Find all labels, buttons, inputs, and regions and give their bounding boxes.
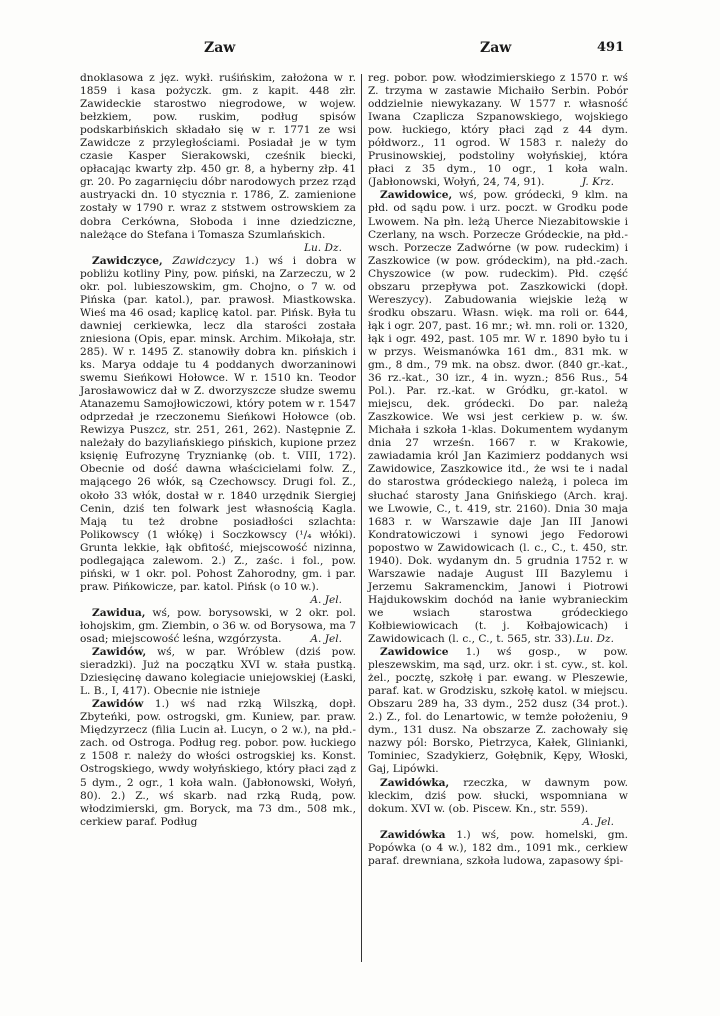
dictionary-entry <box>80 646 356 698</box>
entry-headword: Zawidowice <box>380 646 449 659</box>
author-signature: A. Jel. <box>310 633 342 646</box>
page-header <box>72 40 628 62</box>
author-signature: Lu. Dz. <box>575 633 614 646</box>
entry-headword: Zawidówka <box>380 828 446 841</box>
dictionary-entry <box>80 607 356 646</box>
left-column <box>80 72 356 829</box>
entry-variant: Zawidczycy <box>172 254 235 267</box>
entry-text: 1.) wś nad rzką Wilszką, dopł. Zbyteńki, pow. ostrogski, gm. Kuniew, par. praw. Międzyrzecz (filia Lucin ał. Lucyn, o 2 w.), na płd.-zach. od Ostroga. Podług reg. pobor. pow. łuckiego z 1508 r. należy do włości ostrogskiej ks. Konst. Ostrogskiego, wwdy wołyńskiego, który płaci ząd z 5 dym., 2 ogr., 1 koła waln. (Jabłonowski, Wołyń, 80). 2.) Z., wś skarb. nad rzką Rudą, pow. włodzimierski, gm. Boryck, ma 73 dm., 508 mk., cerkiew paraf. Podług <box>80 698 356 828</box>
entry-text: 1.) wś, pow. homelski, gm. Popówka (o 4 w.), 182 dm., 1091 mk., cerkiew paraf. drewniana, szkoła ludowa, zapasowy śpi- <box>368 828 628 867</box>
entry-text: 1.) wś i dobra w pobliżu kotliny Piny, pow. piński, na Zarzeczu, w 2 okr. pol. lubieszowskim, gm. Chojno, o 7 w. od Pińska (par. katol.), par. prawosł. Miastkowska. Wieś ma 46 osad; kaplicę katol. par. Pińsk. Była tu dawniej cerkiewka, lecz dla starości została zniesiona (Opis, epar. minsk. Archim. Mikołaja, str. 285). W r. 1495 Z. stanowiły dobra kn. pińskich i ks. Marya oddaje tu 4 poddanych dworzaninowi swemu Sieńkowi Hołowce. W r. 1510 kn. Teodor Jarosławowicz dał w Z. dworzyszcze słudze swemu Atanazemu Samojłowiczowi, który potem w r. 1547 odprzedał je rzeczonemu Sieńkowi Hołowce (ob. Rewizya Puszcz, str. 251, 261, 262). Następnie Z. należały do bazyliańskiego pińskich, kupione przez księnię Eufrozynę Tryzniankę (ob. t. VIII, 172). Obecnie od dość dawna właścicielami folw. Z., mającego 26 włók, są Czechowscy. Drugi fol. Z., około 33 włók, dostał w r. 1840 urzędnik Siergiej Cenin, dziś ten folwark jest własnością Kagla. Mają tu też drobne posiadłości szlachta: Polikowscy (1 włókę) i Soczkowscy (¹/₄ włóki). Grunta lekkie, łąk obfitość, miejscowość nizinna, podlegająca zalewom. 2.) Z., zaśc. i fol., pow. piński, w 1 okr. pol. Pohost Zahorodny, gm. i par. praw. Pińkowicze, par. katol. Pińsk (o 10 w.). <box>80 254 356 593</box>
dictionary-entry <box>368 829 628 868</box>
dictionary-entry <box>368 189 628 646</box>
running-head-left: Zaw <box>204 40 236 56</box>
entry-continuation <box>80 72 356 255</box>
dictionary-entry <box>368 777 628 829</box>
author-signature: A. Jel. <box>582 815 614 828</box>
page-number: 491 <box>597 40 625 55</box>
dictionary-entry <box>368 646 628 776</box>
entry-headword: Zawidowice, <box>380 189 453 202</box>
dictionary-entry <box>80 698 356 828</box>
entry-headword: Zawidów <box>92 698 144 711</box>
entry-text: wś, pow. borysowski, w 2 okr. pol. łohojskim, gm. Ziembin, o 36 w. od Borysowa, ma 7 osad; miejscowość leśna, wzgórzysta. <box>80 606 356 646</box>
author-signature: A. Jel. <box>310 593 342 606</box>
author-signature: Lu. Dz. <box>303 241 342 254</box>
entry-headword: Zawidówka, <box>380 776 450 789</box>
entry-headword: Zawidczyce, <box>92 254 163 267</box>
right-column <box>368 72 628 868</box>
entry-text: dnoklasowa z jęz. wykł. ruśińskim, założona w r. 1859 i kasa pożyczk. gm. z kapit. 448 złr. Zawideckie starostwo niegrodowe, w wojew. bełzkiem, pow. ruskim, podług spisów podskarbińskich składało się w r. 1771 ze wsi Zawidcze z przyległościami. Posiadał je w tym czasie Kasper Sierakowski, cześnik biecki, opłacając kwarty złp. 450 gr. 8, a hyberny złp. 41 gr. 20. Po zagarnięciu dóbr narodowych przez rząd austryacki dn. 10 stycznia r. 1786, Z. zamienione zostały w 1790 r. wraz z ststwem ostrowskiem za dobra Cerkówna, Słoboda i inne dziedziczne, należące do Stefana i Tomasza Szumlańskich. <box>80 72 356 241</box>
entry-headword: Zawidów, <box>92 646 147 659</box>
entry-text: wś, pow. gródecki, 9 klm. na płd. od sądu pow. i urz. poczt. w Grodku pode Lwowem. Na płn. leżą Uherce Niezabitowskie i Czerlany, na wsch. Porzecze Gródeckie, na płd.-wsch. Porzecze Zadwórne (w pow. rudeckim) i Zaszkowice (w pow. gródeckim), na płd.-zach. Chyszowice (w pow. rudeckim). Płd. część obszaru przepływa pot. Zaszkowicki (dopł. Wereszycy). Zabudowania wiejskie leżą w środku obszaru. Własn. więk. ma roli or. 644, łąk i ogr. 207, past. 16 mr.; wł. mn. roli or. 1320, łąk i ogr. 492, past. 105 mr. W r. 1890 było tu i w przys. Weismanówka 161 dm., 831 mk. w gm., 8 dm., 79 mk. na obsz. dwor. (840 gr.-kat., 36 rz.-kat., 30 izr., 4 in. wyzn.; 856 Rus., 54 Pol.). Par. rz.-kat. w Gródku, gr.-katol. w miejscu, dek. gródecki. Do par. należą Zaszkowice. We wsi jest cerkiew p. w. św. Michała i szkoła 1-klas. Dokumentem wydanym dnia 27 wrześn. 1667 r. w Krakowie, zawiadamia król Jan Kazimierz poddanych wsi Zawidowice, Zaszkowice itd., że wsi te i nadal do starostwa gródeckiego należą, i poleca im słuchać starosty Jana Gnińskiego (Arch. kraj. we Lwowie, C., t. 419, str. 2160). Dnia 30 maja 1683 r. w Warszawie daje Jan III Janowi Kondratowiczowi i synowi jego Fedorowi popostwo w Zawidowicach (l. c., C., t. 450, str. 1940). Dok. wydanym dn. 5 grudnia 1752 r. w Warszawie nadaje August III Bazylemu i Jerzemu Sakramenckim, Janowi i Piotrowi Hajdukowskim dochód na łanie wybranieckim we wsiach starostwa gródeckiego Kołbiewiowicach (t. j. Kołbajowicach) i Zawidowicach (l. c., C., t. 565, str. 33). <box>368 189 629 646</box>
entry-headword: Zawidua, <box>92 606 146 619</box>
column-divider <box>361 74 362 962</box>
entry-text: reg. pobor. pow. włodzimierskiego z 1570 r. wś Z. trzyma w zastawie Michaiło Serbin. Pobór oddzielnie niewykazany. W 1577 r. własność Iwana Czaplicza Szpanowskiego, wojskiego pow. łuckiego, który płaci ząd z 44 dym. półdworz., 11 ogrod. W 1583 r. należy do Prusinowskiej, podstoliny wołyńskiej, która płaci z 35 dym., 10 ogr., 1 koła waln. (Jabłonowski, Wołyń, 24, 74, 91). <box>368 72 628 189</box>
running-head-right: Zaw <box>480 40 512 56</box>
dictionary-entry <box>80 255 356 607</box>
entry-continuation <box>368 72 628 189</box>
entry-text: 1.) wś gosp., w pow. pleszewskim, ma sąd, urz. okr. i st. cyw., st. kol. żel., pocztę, szkołę i par. ewang. w Pleszewie, paraf. kat. w Grodzisku, szkołę katol. w miejscu. Obszaru 289 ha, 33 dym., 252 dusz (34 prot.). 2.) Z., fol. do Lenartowic, w temże położeniu, 9 dym., 131 dusz. Na obszarze Z. zachowały się nazwy pól: Borsko, Pietrzyca, Kałek, Glinianki, Tominiec, Szadykierz, Gołębnik, Kępy, Włoski, Gaj, Lipówki. <box>368 646 629 776</box>
author-signature: J. Krz. <box>581 176 614 189</box>
entry-text: rzeczka, w dawnym pow. kleckim, dziś pow. słucki, wspomniana w dokum. XVI w. (ob. Piscew. Kn., str. 559). <box>368 776 628 815</box>
entry-text: wś, w par. Wróblew (dziś pow. sieradzki). Już na początku XVI w. stała pustką. Dziesięcinę dawano kolegiacie uniejowskiej (Łaski, L. B., I, 417). Obecnie nie istnieje <box>80 646 356 698</box>
